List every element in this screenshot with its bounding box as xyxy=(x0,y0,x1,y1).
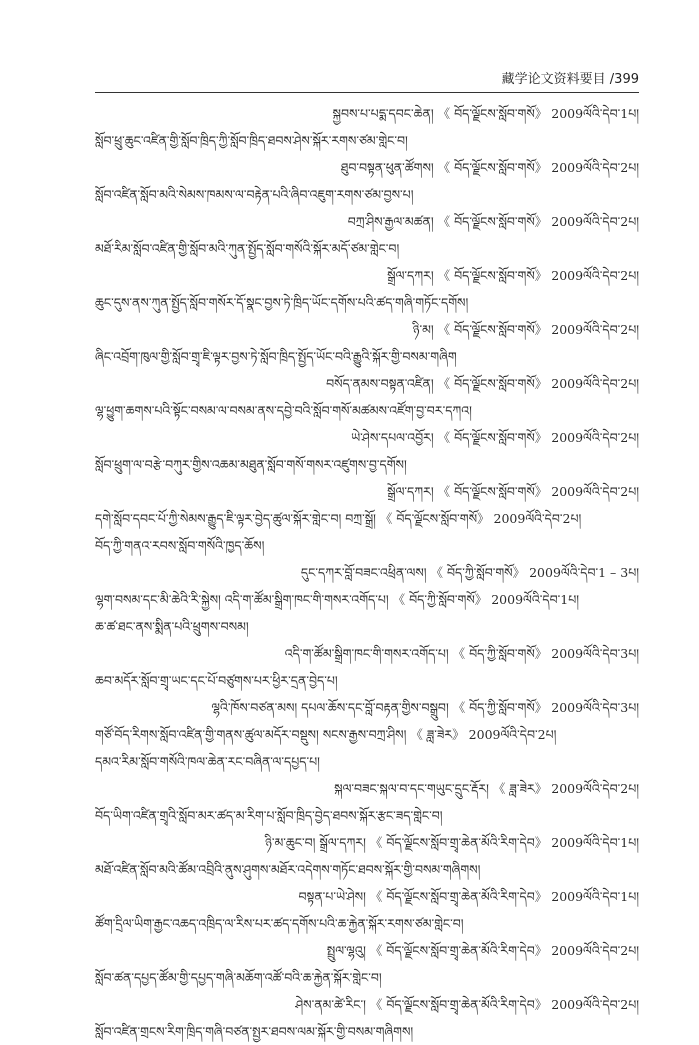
entry-author-source-line: སྐྱབས་པ་པདྨ་དབང་ཆེན། 《 བོད་ལྗོངས་སློབ་གསོ》 2009ལོའི་དེབ་1པ། xyxy=(332,106,639,121)
entry-title-line: གཙོ་བོད་རིགས་སློབ་འཛིན་གྱི་གནས་ཚུལ་མདོར་བསྡུས། སངས་རྒྱས་བཀྲ་ཤིས། 《 ཟླ་ཟེར》 2009ལོའི་དེབ་2པ། xyxy=(95,727,557,742)
entry-author-source-line: དུང་དཀར་བློ་བཟང་འཕྲིན་ལས། 《 བོད་ཀྱི་སློབ་གསོ》 2009ལོའི་དེབ་1 – 3པ། xyxy=(300,565,639,580)
running-title: 藏学论文资料要目 /399 xyxy=(501,72,639,87)
entry-author-source-line: ཉི་མ་ཆུང་བ། སྒྲོལ་དཀར། 《 བོད་ལྗོངས་སློབ་གྲྭ་ཆེན་མོའི་རིག་དེབ》 2009ལོའི་དེབ་1པ། xyxy=(265,835,639,850)
entry-title-line: མཐོ་རིམ་སློབ་འཛིན་གྱི་སློབ་མའི་ཀུན་སྤྱོད་སློབ་གསོའི་སྐོར་མདོ་ཙམ་གླེང་བ། xyxy=(95,241,400,256)
entry-author-source-line: བཀྲ་ཤིས་རྒྱལ་མཚན། 《 བོད་ལྗོངས་སློབ་གསོ》 2009ལོའི་དེབ་2པ། xyxy=(347,214,639,229)
entry-title-line: ཆུང་དུས་ནས་ཀུན་སྤྱོད་སློབ་གསོར་དོ་སྣང་བྱས་ཏེ་ཁྲིད་ཡོང་དགོས་པའི་ཚད་གཞི་གཏོང་དགོས། xyxy=(95,295,469,310)
entry-author-source-line: སྒྲོལ་དཀར། 《 བོད་ལྗོངས་སློབ་གསོ》 2009ལོའི་དེབ་2པ། xyxy=(387,484,639,499)
running-header xyxy=(95,70,639,93)
entry-author-source-line: ལྷའི་ཁོས་བཙན་མས། དཔལ་ཆོས་དང་བློ་བརྟན་གྱིས་བསྒྲུབ། 《 བོད་ཀྱི་སློབ་གསོ》 2009ལོའི་དེབ་3པ། xyxy=(211,700,639,715)
entry-title-line: སློབ་འཛིན་གྲངས་རིག་ཁྲིད་གཞི་བཙན་སྤྱར་ཐབས་ལམ་སྐོར་གྱི་བསམ་གཞིགས། xyxy=(95,1024,414,1039)
entry-title-line: བོད་ཀྱི་གནའ་རབས་སློབ་གསོའི་ཁྱད་ཆོས། xyxy=(95,538,265,553)
entry-author-source-line: བསྟན་པ་ཡེ་ཤེས། 《 བོད་ལྗོངས་སློབ་གྲྭ་ཆེན་མོའི་རིག་དེབ》 2009ལོའི་དེབ་1པ། xyxy=(298,889,639,904)
entry-author-source-line: ཉི་མ། 《 བོད་ལྗོངས་སློབ་གསོ》 2009ལོའི་དེབ་2པ། xyxy=(412,322,639,337)
entry-title-line: སློབ་ཕྲུག་ལ་བརྩེ་བཀུར་གྱིས་འཆམ་མཐུན་སློབ་གསོ་གསར་འཛུགས་བྱ་དགོས། xyxy=(95,457,407,472)
entry-author-source-line: ཐུབ་བསྟན་ཕུན་ཚོགས། 《 བོད་ལྗོངས་སློབ་གསོ》 2009ལོའི་དེབ་2པ། xyxy=(340,160,639,175)
entry-title-line: ཆ་ཚ་ཐང་ནས་སྨིན་པའི་ཕྲུགས་བསམ། xyxy=(95,619,249,634)
entry-title-line: སློབ་ཕྲུ་ཆུང་འཛིན་གྱི་སློབ་ཁྲིད་ཀྱི་སློབ་ཁྲིད་ཐབས་ཤེས་སྐོར་རགས་ཙམ་གླེང་བ། xyxy=(95,133,408,148)
entry-title-line: སློབ་འཛིན་སློབ་མའི་སེམས་ཁམས་ལ་བརྟེན་པའི་ཞིབ་འཇུག་རགས་ཙམ་བྱས་པ། xyxy=(95,187,414,202)
entry-title-line: ལྷ་ཕྱུག་ཆགས་པའི་སྟོང་བསམ་ལ་བསམ་ནས་དབྱེ་བའི་སློབ་གསོ་མཚམས་འཛོག་བྱ་བར་དཀའ། xyxy=(95,403,472,418)
entry-title-line: དམའ་རིམ་སློབ་གསོའི་ཁལ་ཆེན་རང་བཞིན་ལ་དཔྱད་པ། xyxy=(95,754,320,769)
entry-author-source-line: སྐལ་བཟང་སྐལ་བ་དང་གཡུང་དྲུང་རྡོར། 《 ཟླ་ཟེར》 2009ལོའི་དེབ་2པ། xyxy=(334,781,639,796)
entry-author-source-line: བསོད་ནམས་བསྟན་འཛིན། 《 བོད་ལྗོངས་སློབ་གསོ》 2009ལོའི་དེབ་2པ། xyxy=(326,376,639,391)
entry-title-line: ལྷག་བསམ་དང་མི་ཆེའི་རི་སྐྱེས། འདི་ག་ཚོམ་སྒྲིག་ཁང་གི་གསར་འགོད་པ། 《 བོད་ཀྱི་སློབ་གསོ》 2009ལོའི་དེབ་1པ། xyxy=(95,592,579,607)
entry-author-source-line: སྤྲུལ་ལྷའུ། 《 བོད་ལྗོངས་སློབ་གྲྭ་ཆེན་མོའི་རིག་དེབ》 2009ལོའི་དེབ་2པ། xyxy=(326,943,639,958)
entry-title-line: དགེ་སློབ་དབང་པོ་ཀྱི་སེམས་རྒྱུད་ཇི་ལྟར་བྱེད་ཚུལ་སྐོར་གླེང་བ། བཀྲ་སྒྲོ། 《 བོད་ལྗོངས་སློབ་གསོ》 2009ལོའི་དེབ་2པ། xyxy=(95,511,582,526)
bibliography-list xyxy=(95,100,639,1045)
entry-author-source-line: ཤེས་ནམ་ཚེ་རིང་། 《 བོད་ལྗོངས་སློབ་གྲྭ་ཆེན་མོའི་རིག་དེབ》 2009ལོའི་དེབ་2པ། xyxy=(295,997,639,1012)
entry-author-source-line: ཡེ་ཤེས་དཔལ་འབྱོར། 《 བོད་ལྗོངས་སློབ་གསོ》 2009ལོའི་དེབ་2པ། xyxy=(351,430,639,445)
entry-author-source-line: འདི་ག་ཚོམ་སྒྲིག་ཁང་གི་གསར་འགོད་པ། 《 བོད་ཀྱི་སློབ་གསོ》 2009ལོའི་དེབ་3པ། xyxy=(284,646,639,661)
entry-title-line: མཐོ་འཛིན་སློབ་མའི་ཚོམ་འབྲིའི་ནུས་ཤུགས་མཐོར་འདེགས་གཏོང་ཐབས་སྐོར་གྱི་བསམ་གཞིགས། xyxy=(95,862,481,877)
entry-title-line: བོད་ཡིག་འཛིན་གྲྭའི་སློབ་མར་ཚད་མ་རིག་པ་སློབ་ཁྲིད་བྱེད་ཐབས་སྐོར་རྩང་ཟད་གླེང་བ། xyxy=(95,808,443,823)
entry-title-line: ཚོག་དྲིལ་ཡིག་རྒྱང་འཆད་འཁྲིད་ལ་རིས་པར་ཚད་དགོས་པའི་ཆ་རྐྱེན་སྐོར་རགས་ཙམ་གླེང་བ། xyxy=(95,916,464,931)
entry-title-line: ཞིང་འབྲོག་ཁུལ་གྱི་སློབ་གྲྭ་ཇི་ལྟར་བྱས་ཏེ་སློབ་ཁྲིད་སྤྱོད་ཡོང་བའི་རྒྱུའི་སྐོར་གྱི་བསམ་གཞིག xyxy=(95,349,457,364)
entry-title-line: སློབ་ཚན་དཔྱད་ཚོམ་གྱི་དཔྱད་གཞི་མཆོག་འཚོ་བའི་ཆ་རྐྱེན་སྐོར་གླེང་བ། xyxy=(95,970,382,985)
entry-title-line: ཆབ་མདོར་སློབ་གྲྭ་ཡང་དང་པོ་བཙུགས་པར་ཕྱིར་དྲན་བྱེད་པ། xyxy=(95,673,338,688)
entry-author-source-line: སྒྲོལ་དཀར། 《 བོད་ལྗོངས་སློབ་གསོ》 2009ལོའི་དེབ་2པ། xyxy=(387,268,639,283)
